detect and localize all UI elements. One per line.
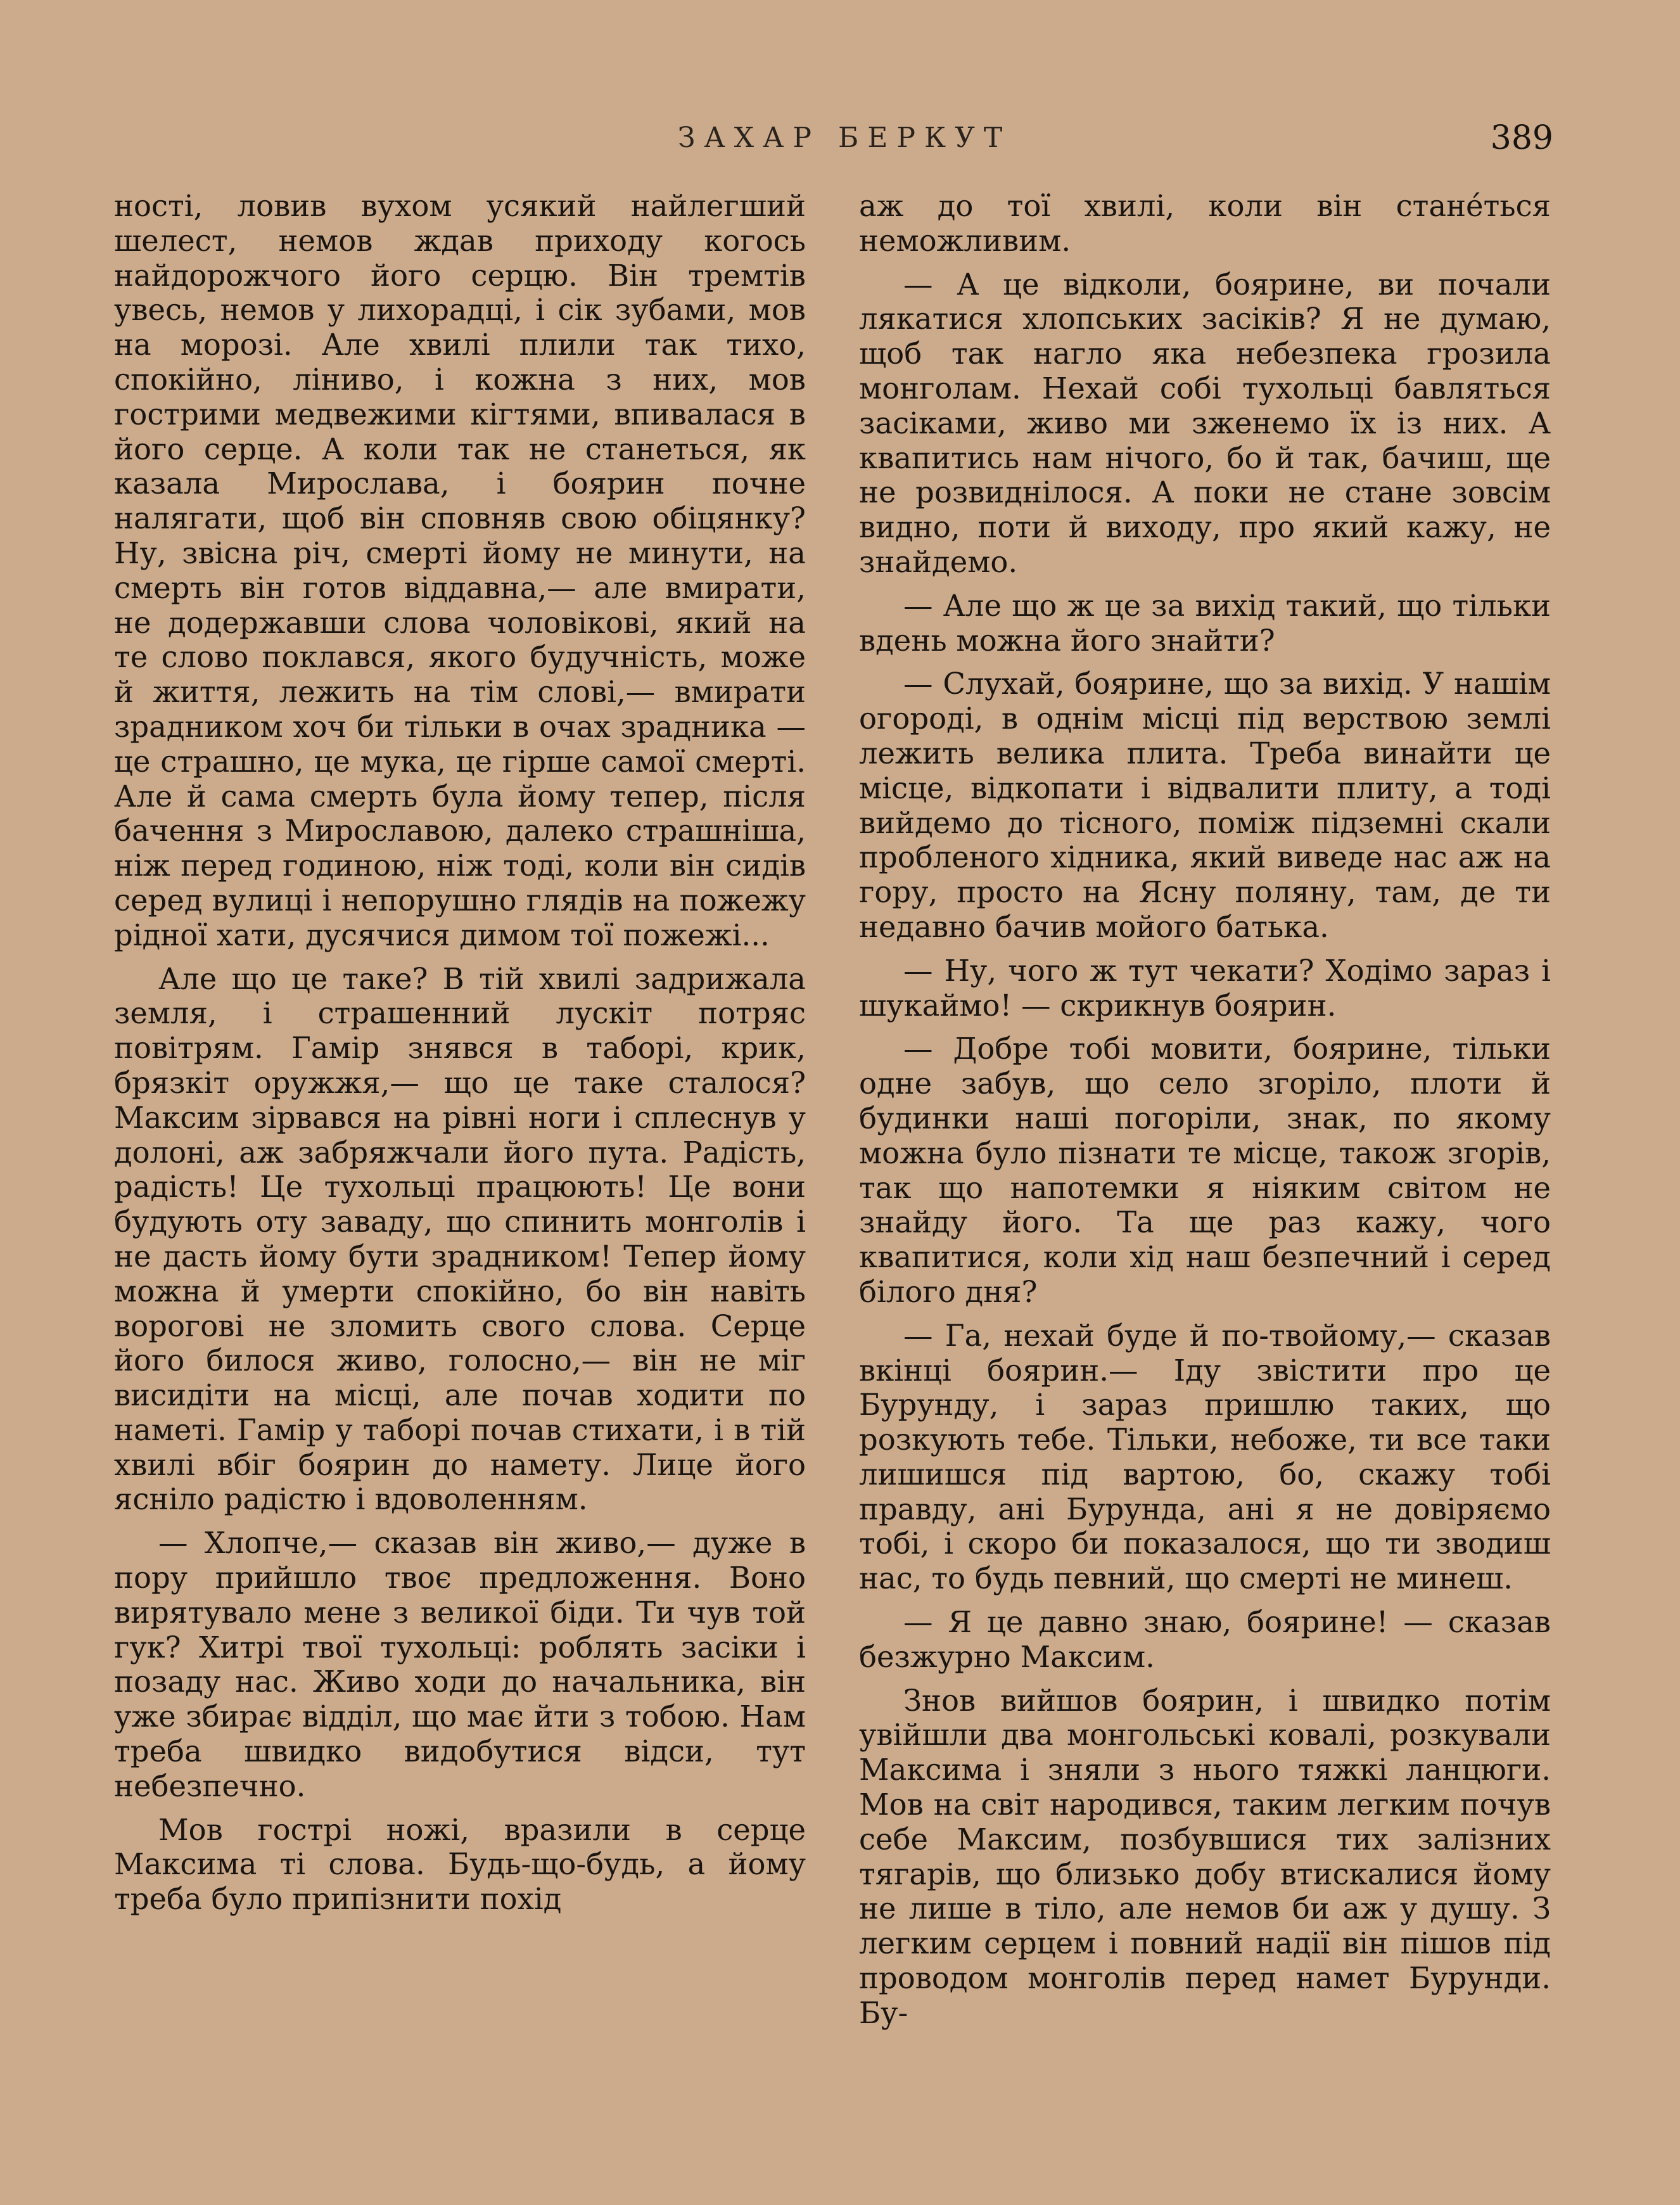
paragraph: Знов вийшов боярин, і швидко потім увійшли два монгольські ковалі, розкували Максима і зняли з нього тяжкі ланцюги. Мов на світ народився, таким легким почув себе Максим, позбувшися тих залізних тягарів, що близько добу втискалися йому не лише в тіло, але немов би аж у душу. З легким серцем і повний надії він пішов під проводом монголів перед намет Бурунди. Бу-	[859, 1683, 1551, 2030]
paragraph: — Га, нехай буде й по-твойому,— сказав вкінці боярин.— Іду звістити про це Бурунду, і зараз пришлю таких, що розкують тебе. Тільки, небоже, ти все таки лишишся під вартою, бо, скажу тобі правду, ані Бурунда, ані я не довіряємо тобі, і скоро би показалося, що ти зводиш нас, то будь певний, що смерті не минеш.	[859, 1318, 1551, 1596]
paragraph: — Я це давно знаю, боярине! — сказав безжурно Максим.	[859, 1605, 1551, 1674]
paragraph: — Але що ж це за вихід такий, що тільки вдень можна його знайти?	[859, 588, 1551, 658]
paragraph: — Ну, чого ж тут чекати? Ходімо зараз і шукаймо! — скрикнув боярин.	[859, 953, 1551, 1023]
running-head	[0, 119, 1680, 160]
paragraph: Мов гострі ножі, вразили в серце Максима ті слова. Будь-що-будь, а йому треба було припізнити похід	[114, 1812, 806, 1917]
page-number: 389	[1490, 119, 1553, 157]
text-column-right	[859, 189, 1551, 2040]
paragraph: Але що це таке? В тій хвилі задрижала земля, і страшенний лускіт потряс повітрям. Гамір знявся в таборі, крик, брязкіт оружжя,— що це таке сталося? Максим зірвався на рівні ноги і сплеснув у долоні, аж забряжчали його пута. Радість, радість! Це тухольці працюють! Це вони будують оту заваду, що спинить монголів і не дасть йому бути зрадником! Тепер йому можна й умерти спокійно, бо він навіть ворогові не зломить свого слова. Серце його билося живо, голосно,— він не міг висидіти на місці, але почав ходити по наметі. Гамір у таборі почав стихати, і в тій хвилі вбіг боярин до намету. Лице його ясніло радістю і вдоволенням.	[114, 961, 806, 1517]
paragraph: ності, ловив вухом усякий найлегший шелест, немов ждав приходу когось найдорожчого його серцю. Він тремтів увесь, немов у лихорадці, і сік зубами, мов на морозі. Але хвилі плили так тихо, спокійно, ліниво, і кожна з них, мов гострими медвежими кігтями, впивалася в його серце. А коли так не станеться, як казала Мирослава, і боярин почне налягати, щоб він сповняв свою обіцянку? Ну, звісна річ, смерті йому не минути, на смерть він готов віддавна,— але вмирати, не додержавши слова чоловікові, який на те слово поклався, якого будучність, може й життя, лежить на тім слові,— вмирати зрадником хоч би тільки в очах зрадника — це страшно, це мука, це гірше самої смерті. Але й сама смерть була йому тепер, після бачення з Мирославою, далеко страшніша, ніж перед годиною, ніж тоді, коли він сидів серед вулиці і непорушно глядів на пожежу рідної хати, дусячися димом тої пожежі...	[114, 189, 806, 952]
paragraph: — Добре тобі мовити, боярине, тільки одне забув, що село згоріло, плоти й будинки наші погоріли, знак, по якому можна було пізнати те місце, також згорів, так що напотемки я ніяким світом не знайду його. Та ще раз кажу, чого квапитися, коли хід наш безпечний і серед білого дня?	[859, 1032, 1551, 1309]
running-title: ЗАХАР БЕРКУТ	[678, 122, 1012, 154]
paragraph: — Слухай, боярине, що за вихід. У нашім огороді, в однім місці під верствою землі лежить велика плита. Треба винайти це місце, відкопати і відвалити плиту, а тоді вийдемо до тісного, поміж підземні скали пробленого хідника, який виведе нас аж на гору, просто на Ясну поляну, там, де ти недавно бачив мойого батька.	[859, 667, 1551, 944]
paragraph: — Хлопче,— сказав він живо,— дуже в пору прийшло твоє предложення. Воно вирятувало мене з великої біди. Ти чув той гук? Хитрі твої тухольці: роблять засіки і позаду нас. Живо ходи до начальника, він уже збирає відділ, що має йти з тобою. Нам треба швидко видобутися відси, тут небезпечно.	[114, 1526, 806, 1803]
paragraph: аж до тої хвилі, коли він стане́ться неможливим.	[859, 189, 1551, 258]
paragraph: — А це відколи, боярине, ви почали лякатися хлопських засіків? Я не думаю, щоб так нагло яка небезпека грозила монголам. Нехай собі тухольці бавляться засіками, живо ми зженемо їх із них. А квапитись нам нічого, бо й так, бачиш, ще не розвиднілося. А поки не стане зовсім видно, поти й виходу, про який кажу, не знайдемо.	[859, 267, 1551, 579]
text-column-left	[114, 189, 806, 1926]
